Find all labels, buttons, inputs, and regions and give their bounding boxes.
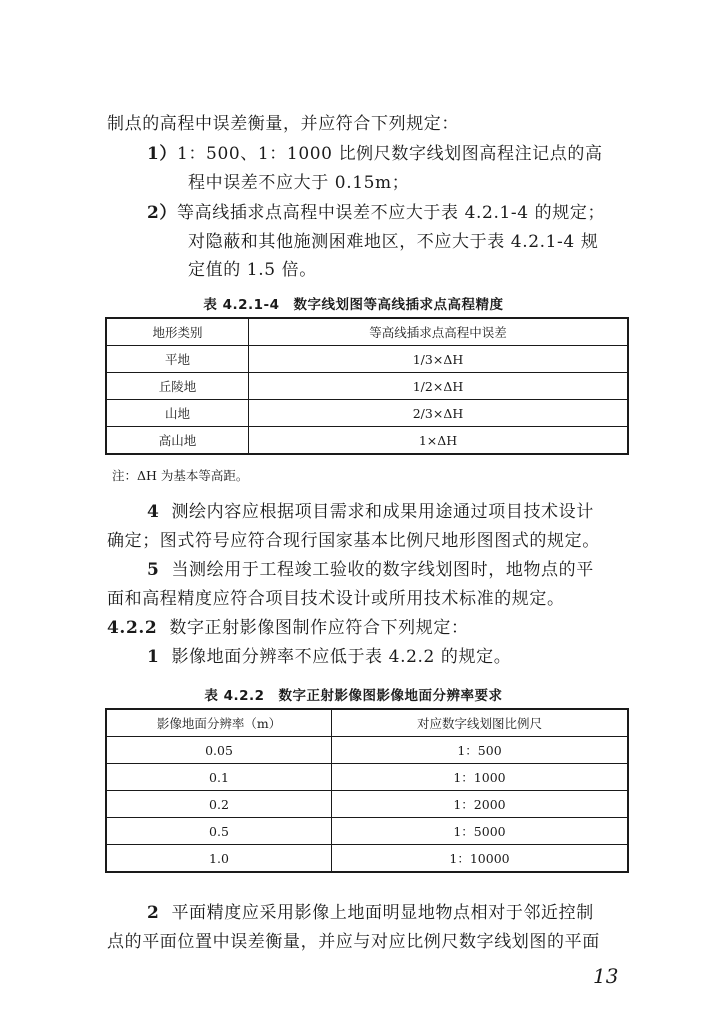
- paragraph-line: [147, 559, 594, 581]
- item-number: 5: [147, 560, 160, 580]
- table-cell: 1/2×ΔH: [249, 373, 629, 400]
- paragraph-line: [147, 501, 594, 523]
- text: 当测绘用于工程竣工验收的数字线划图时，地物点的平: [171, 560, 594, 580]
- table-cell: 0.05: [106, 737, 332, 764]
- table-row: [106, 791, 628, 818]
- table-cell: 0.2: [106, 791, 332, 818]
- table-note: 注：ΔH 为基本等高距。: [112, 468, 249, 483]
- paragraph-line: [107, 931, 600, 953]
- text: 平面精度应采用影像上地面明显地物点相对于邻近控制: [171, 903, 594, 923]
- table-row: [106, 737, 628, 764]
- text: 面和高程精度应符合项目技术设计或所用技术标准的规定。: [107, 589, 565, 609]
- table-cell: 1：5000: [332, 818, 629, 845]
- table-row: [106, 818, 628, 845]
- elevation-accuracy-table: [105, 317, 629, 455]
- text: 测绘内容应根据项目需求和成果用途通过项目技术设计: [171, 502, 594, 522]
- table-cell: 1：500: [332, 737, 629, 764]
- item-text: 1：500、1：1000 比例尺数字线划图高程注记点的高: [177, 144, 603, 164]
- paragraph-line: [107, 588, 565, 610]
- list-item-2-cont: [188, 231, 598, 253]
- table-caption: 表 4.2.2 数字正射影像图影像地面分辨率要求: [204, 688, 503, 704]
- page-number: 13: [593, 964, 619, 988]
- column-header: 对应数字线划图比例尺: [332, 709, 629, 737]
- text: 点的平面位置中误差衡量，并应与对应比例尺数字线划图的平面: [107, 932, 600, 952]
- table-row: [106, 400, 628, 427]
- table-cell: 0.1: [106, 764, 332, 791]
- item-number: 1: [147, 647, 160, 667]
- table-caption: 表 4.2.1-4 数字线划图等高线插求点高程精度: [203, 297, 504, 313]
- table-row: [106, 764, 628, 791]
- table-cell: 1：2000: [332, 791, 629, 818]
- item-number: 2: [147, 903, 160, 923]
- paragraph-line: [107, 530, 600, 552]
- table-cell: 1：1000: [332, 764, 629, 791]
- item-text: 定值的 1.5 倍。: [188, 260, 317, 280]
- list-item-2-cont: [188, 259, 317, 281]
- list-item-2: [147, 202, 605, 224]
- item-number: 4: [147, 502, 160, 522]
- column-header: 地形类别: [106, 318, 249, 346]
- table-row: [106, 346, 628, 373]
- table-row: [106, 373, 628, 400]
- column-header: 等高线插求点高程中误差: [249, 318, 629, 346]
- table-cell: 1.0: [106, 845, 332, 873]
- list-item-1-cont: [188, 172, 409, 194]
- table-row: [106, 427, 628, 455]
- text: 数字正射影像图制作应符合下列规定：: [169, 618, 469, 638]
- table-cell: 丘陵地: [106, 373, 249, 400]
- paragraph-line: [107, 113, 459, 135]
- item-number: 2）: [147, 203, 178, 223]
- table-cell: 2/3×ΔH: [249, 400, 629, 427]
- item-text: 等高线插求点高程中误差不应大于表 4.2.1-4 的规定；: [177, 203, 606, 223]
- text: 确定；图式符号应符合现行国家基本比例尺地形图图式的规定。: [107, 531, 600, 551]
- table-cell: 山地: [106, 400, 249, 427]
- table-cell: 0.5: [106, 818, 332, 845]
- resolution-table: [105, 708, 629, 873]
- table-row: [106, 845, 628, 873]
- list-item-1: [147, 143, 603, 165]
- item-number: 1）: [147, 144, 178, 164]
- section-heading: [107, 617, 469, 639]
- table-cell: 高山地: [106, 427, 249, 455]
- item-text: 对隐蔽和其他施测困难地区，不应大于表 4.2.1-4 规: [188, 232, 599, 252]
- table-header-row: [106, 709, 628, 737]
- text: 影像地面分辨率不应低于表 4.2.2 的规定。: [171, 647, 512, 667]
- table-cell: 1/3×ΔH: [249, 346, 629, 373]
- item-text: 程中误差不应大于 0.15m；: [188, 173, 410, 193]
- section-number: 4.2.2: [107, 618, 158, 638]
- table-cell: 平地: [106, 346, 249, 373]
- text: 制点的高程中误差衡量，并应符合下列规定：: [107, 114, 459, 134]
- paragraph-line: [147, 646, 511, 668]
- column-header: 影像地面分辨率（m）: [106, 709, 332, 737]
- table-cell: 1×ΔH: [249, 427, 629, 455]
- table-header-row: [106, 318, 628, 346]
- paragraph-line: [147, 902, 594, 924]
- table-cell: 1：10000: [332, 845, 629, 873]
